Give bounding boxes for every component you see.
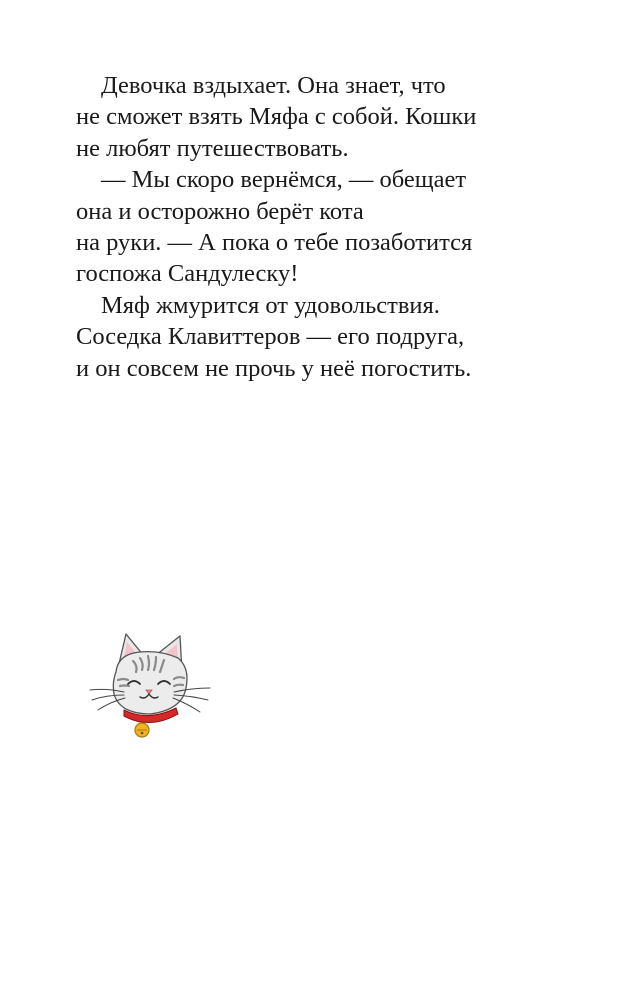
text-line: на руки. — А пока о тебе позаботится [76, 229, 473, 257]
story-text [76, 70, 546, 384]
text-line: госпожа Сандулеску! [76, 260, 299, 288]
text-line: Соседка Клавиттеров — его подруга, [76, 323, 465, 351]
paragraph-1 [76, 70, 546, 164]
text-line: и он совсем не прочь у неё погостить. [76, 354, 472, 382]
text-line: она и осторожно берёт кота [76, 197, 364, 225]
smiling-cat-illustration [88, 628, 213, 746]
text-line: Девочка вздыхает. Она знает, что [101, 72, 446, 99]
paragraph-2 [76, 164, 546, 290]
cat-head [113, 652, 187, 714]
paragraph-3 [76, 290, 546, 384]
text-line: не любят путешествовать. [76, 134, 349, 162]
text-line: не сможет взять Мяфа с собой. Кошки [76, 103, 477, 131]
text-line: — Мы скоро вернёмся, — обещает [101, 166, 467, 194]
text-line: Мяф жмурится от удовольствия. [101, 291, 440, 319]
